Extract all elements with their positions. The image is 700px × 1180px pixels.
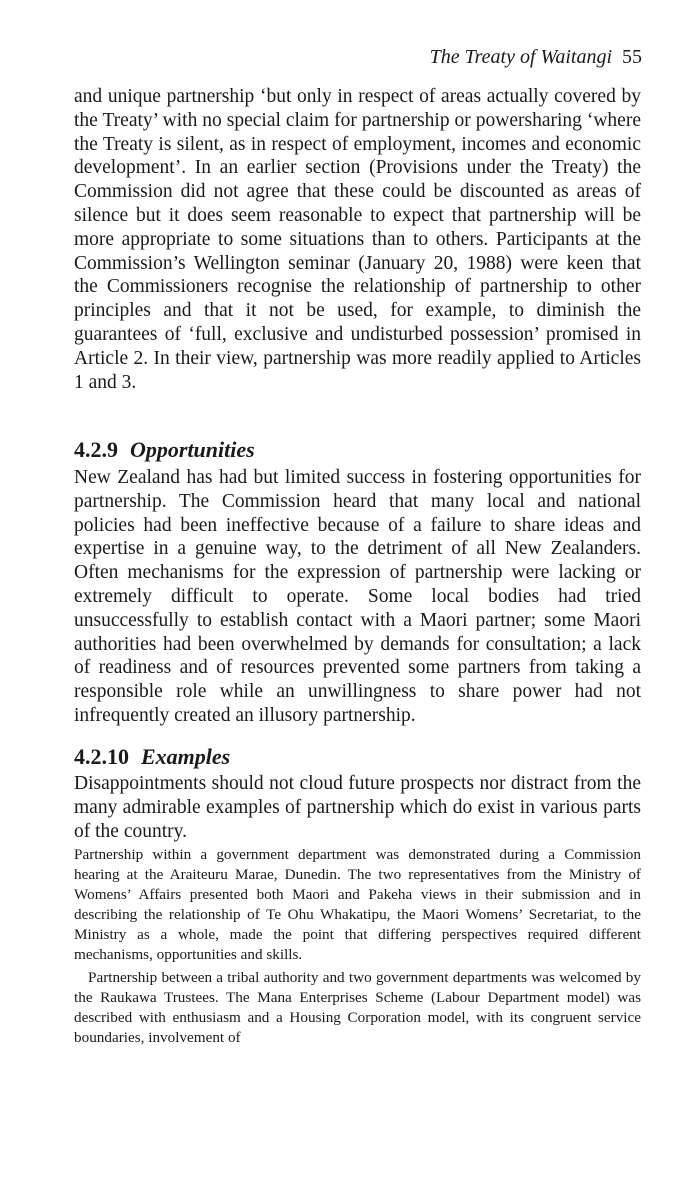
running-head: [430, 46, 642, 69]
section-heading-examples: [74, 744, 641, 770]
section-number: 4.2.9: [74, 437, 118, 462]
section-title: Opportunities: [130, 437, 255, 462]
small-print-block: [74, 845, 641, 1048]
body-paragraph: Disappointments should not cloud future prospects nor distract from the many admirable examples of partnership which do exist in various parts of the country.: [74, 773, 641, 842]
running-head-title: The Treaty of Waitangi: [429, 46, 612, 68]
paragraph-continuation: [74, 85, 641, 394]
small-paragraph: Partnership within a government department was demonstrated during a Commission hearing at the Araiteuru Marae, Dunedin. The two representatives from the Ministry of Womens’ Affairs presented both Maori and Pakeha views in their submission and in describing the relationship of Te Ohu Whakatipu, the Maori Womens’ Secretariat, to the Ministry as a whole, made the point that differing perspectives required different mechanisms, opportunities and skills.: [74, 846, 641, 963]
body-paragraph: and unique partnership ‘but only in respect of areas actually covered by the Treaty’ with no special claim for partnership or powersharing ‘where the Treaty is silent, as in respect of employment, incomes and economic development’. In an earlier section (Provisions under the Treaty) the Commission did not agree that these could be discounted as areas of silence but it does seem reasonable to expect that partnership will be more appropriate to some situations than to others. Participants at the Commission’s Wellington seminar (January 20, 1988) were keen that the Commissioners recognise the relationship of partnership to other principles and that it not be used, for example, to diminish the guarantees of ‘full, exclusive and undisturbed possession’ promised in Article 2. In their view, partnership was more readily applied to Articles 1 and 3.: [74, 86, 641, 393]
section-number: 4.2.10: [74, 744, 129, 769]
body-paragraph: New Zealand has had but limited success in fostering opportunities for partnership. The Commission heard that many local and national policies had been ineffective because of a failure to share ideas and expertise in a genuine way, to the detriment of all New Zealanders. Often mechanisms for the expression of partnership were lacking or extremely difficult to operate. Some local bodies had tried unsuccessfully to establish contact with a Maori partner; some Maori authorities had been overwhelmed by demands for consultation; a lack of readiness and of resources prevented some partners from taking a responsible role while an unwillingness to share power had not infrequently created an illusory partnership.: [74, 467, 641, 726]
page-number: 55: [622, 46, 642, 68]
opportunities-paragraph: [74, 466, 641, 728]
section-title: Examples: [141, 744, 231, 769]
section-heading-opportunities: [74, 437, 641, 463]
examples-paragraph: [74, 772, 641, 843]
small-paragraph: Partnership between a tribal authority and two government departments was welcomed by the Raukawa Trustees. The Mana Enterprises Scheme (Labour Department model) was described with enthusiasm and a Housing Corporation model, with its congruent service boundaries, involvement of: [74, 969, 641, 1047]
